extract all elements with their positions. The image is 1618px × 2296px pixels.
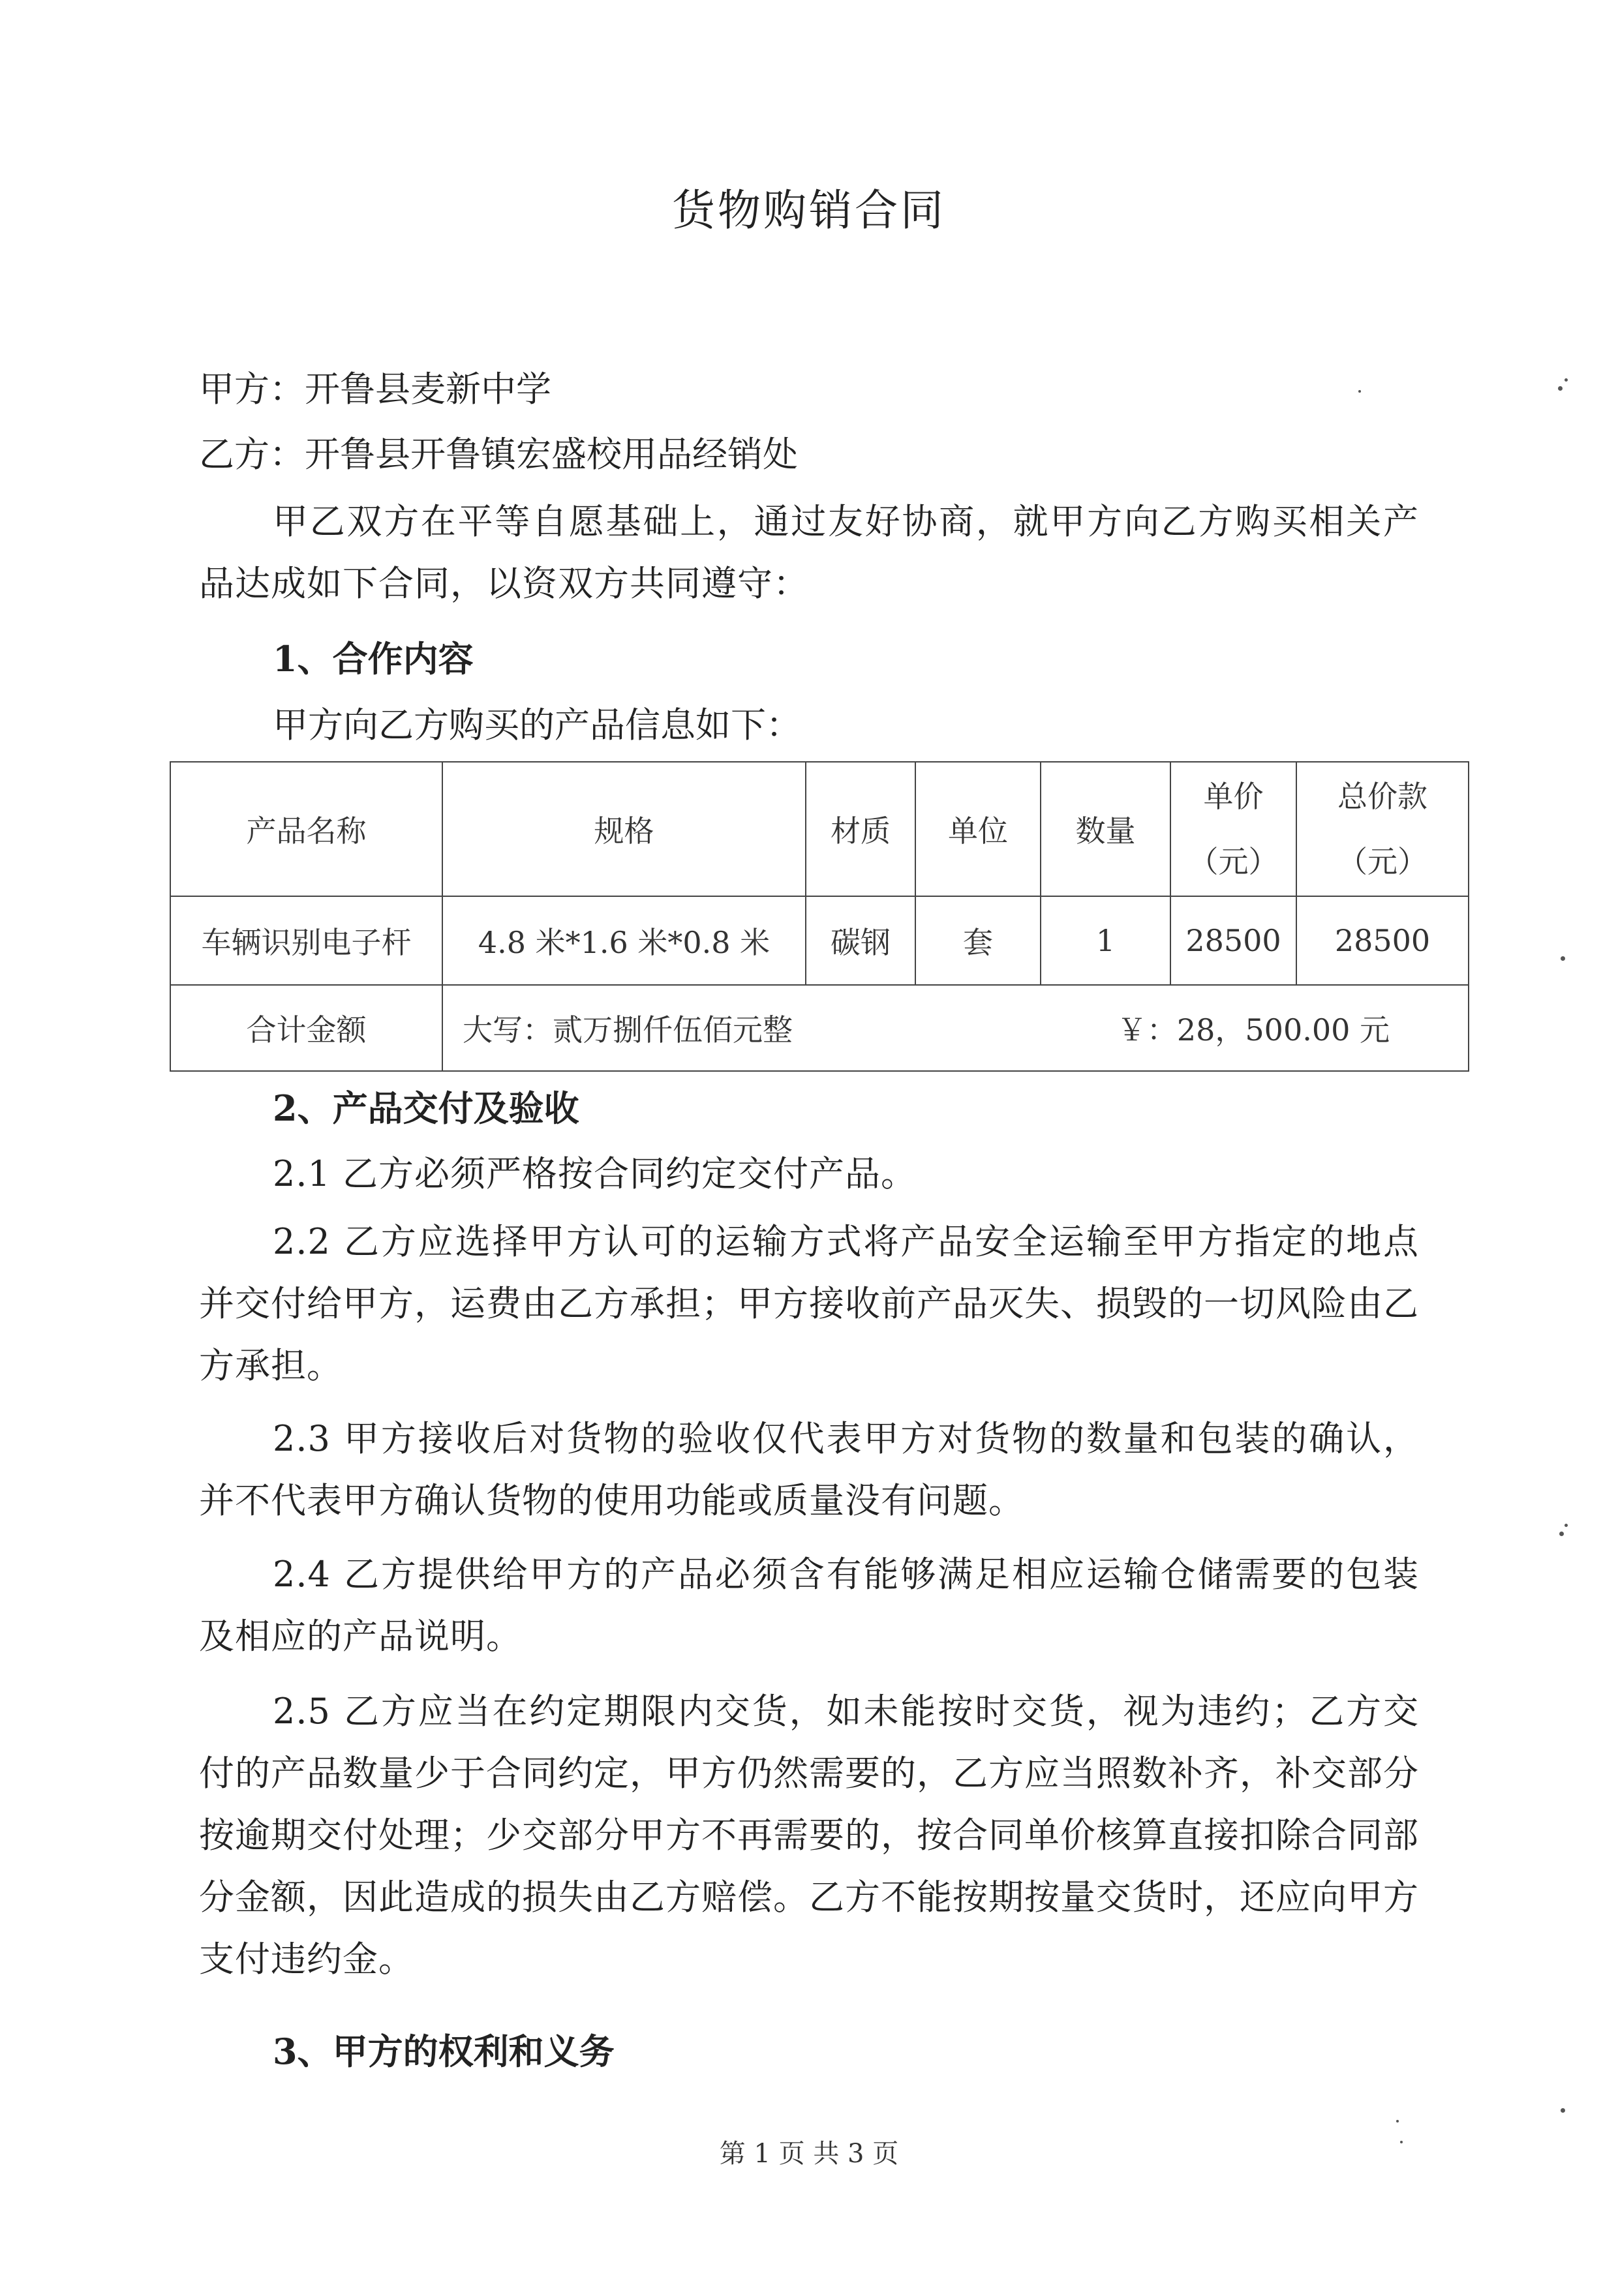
scan-speck (1400, 2141, 1403, 2143)
clause-2-3 (199, 1408, 1419, 1532)
product-table (170, 761, 1469, 1072)
table-total-row (170, 985, 1469, 1071)
scan-speck (1559, 1532, 1564, 1536)
clause-2-4 (199, 1543, 1419, 1667)
party-b: 乙方：开鲁县开鲁镇宏盛校用品经销处 (199, 434, 798, 475)
total-amount-numeric: ￥：28，500.00 元 (1116, 1012, 1390, 1048)
header-total-price-currency: （元） (1337, 844, 1427, 879)
cell-unit: 套 (915, 896, 1041, 985)
header-material: 材质 (806, 762, 915, 896)
cell-total-label: 合计金额 (170, 985, 442, 1071)
total-amount-capital: 大写：贰万捌仟伍佰元整 (463, 1012, 793, 1048)
header-unit: 单位 (915, 762, 1041, 896)
table-row (170, 896, 1469, 985)
scan-speck (1358, 390, 1361, 393)
clause-2-2-text: 2.2 乙方应选择甲方认可的运输方式将产品安全运输至甲方指定的地点并交付给甲方，运费由乙方承担；甲方接收前产品灭失、损毁的一切风险由乙方承担。 (199, 1221, 1419, 1386)
header-product-name: 产品名称 (170, 762, 442, 896)
intro-paragraph (199, 491, 1419, 614)
header-total-price (1296, 762, 1469, 896)
scan-speck (1565, 1524, 1568, 1527)
header-unit-price-label: 单价 (1203, 779, 1264, 814)
table-header-row (170, 762, 1469, 896)
cell-material: 碳钢 (806, 896, 915, 985)
clause-2-2 (199, 1211, 1419, 1397)
header-quantity: 数量 (1041, 762, 1170, 896)
section1-lead: 甲方向乙方购买的产品信息如下： (273, 704, 801, 746)
section2-heading: 2、产品交付及验收 (273, 1087, 579, 1129)
clause-2-5-text: 2.5 乙方应当在约定期限内交货，如未能按时交货，视为违约；乙方交付的产品数量少于合同约定，甲方仍然需要的，乙方应当照数补齐，补交部分按逾期交付处理；少交部分甲方不再需要的，按合同单价核算直接扣除合同部分金额，因此造成的损失由乙方赔偿。乙方不能按期按量交货时，还应向甲方支付违约金。 (199, 1691, 1419, 1980)
scan-speck (1396, 2120, 1399, 2122)
scan-speck (1561, 956, 1565, 961)
scan-speck (1558, 386, 1563, 391)
contract-title: 货物购销合同 (672, 185, 946, 235)
clause-2-4-text: 2.4 乙方提供给甲方的产品必须含有能够满足相应运输仓储需要的包装及相应的产品说明。 (199, 1554, 1419, 1657)
clause-2-1 (199, 1143, 1419, 1205)
scan-speck (1565, 378, 1568, 382)
section1-heading: 1、合作内容 (273, 638, 474, 680)
cell-quantity: 1 (1041, 896, 1170, 985)
cell-unit-price: 28500 (1170, 896, 1296, 985)
party-a: 甲方：开鲁县麦新中学 (199, 369, 551, 410)
header-unit-price-currency: （元） (1188, 844, 1279, 879)
intro-text: 甲乙双方在平等自愿基础上，通过友好协商，就甲方向乙方购买相关产品达成如下合同，以资双方共同遵守： (199, 501, 1419, 604)
cell-total-price: 28500 (1296, 896, 1469, 985)
header-spec: 规格 (442, 762, 806, 896)
clause-2-5 (199, 1680, 1419, 1990)
section3-heading: 3、甲方的权利和义务 (273, 2031, 615, 2072)
scan-speck (1561, 2108, 1565, 2113)
clause-2-1-text: 2.1 乙方必须严格按合同约定交付产品。 (273, 1153, 917, 1194)
header-total-price-label: 总价款 (1337, 779, 1427, 814)
clause-2-3-text: 2.3 甲方接收后对货物的验收仅代表甲方对货物的数量和包装的确认，并不代表甲方确认货物的使用功能或质量没有问题。 (199, 1418, 1419, 1521)
cell-product-name: 车辆识别电子杆 (170, 896, 442, 985)
page-number: 第 1 页 共 3 页 (719, 2139, 899, 2169)
header-unit-price (1170, 762, 1296, 896)
cell-spec: 4.8 米*1.6 米*0.8 米 (442, 896, 806, 985)
cell-total-amount (442, 985, 1469, 1071)
